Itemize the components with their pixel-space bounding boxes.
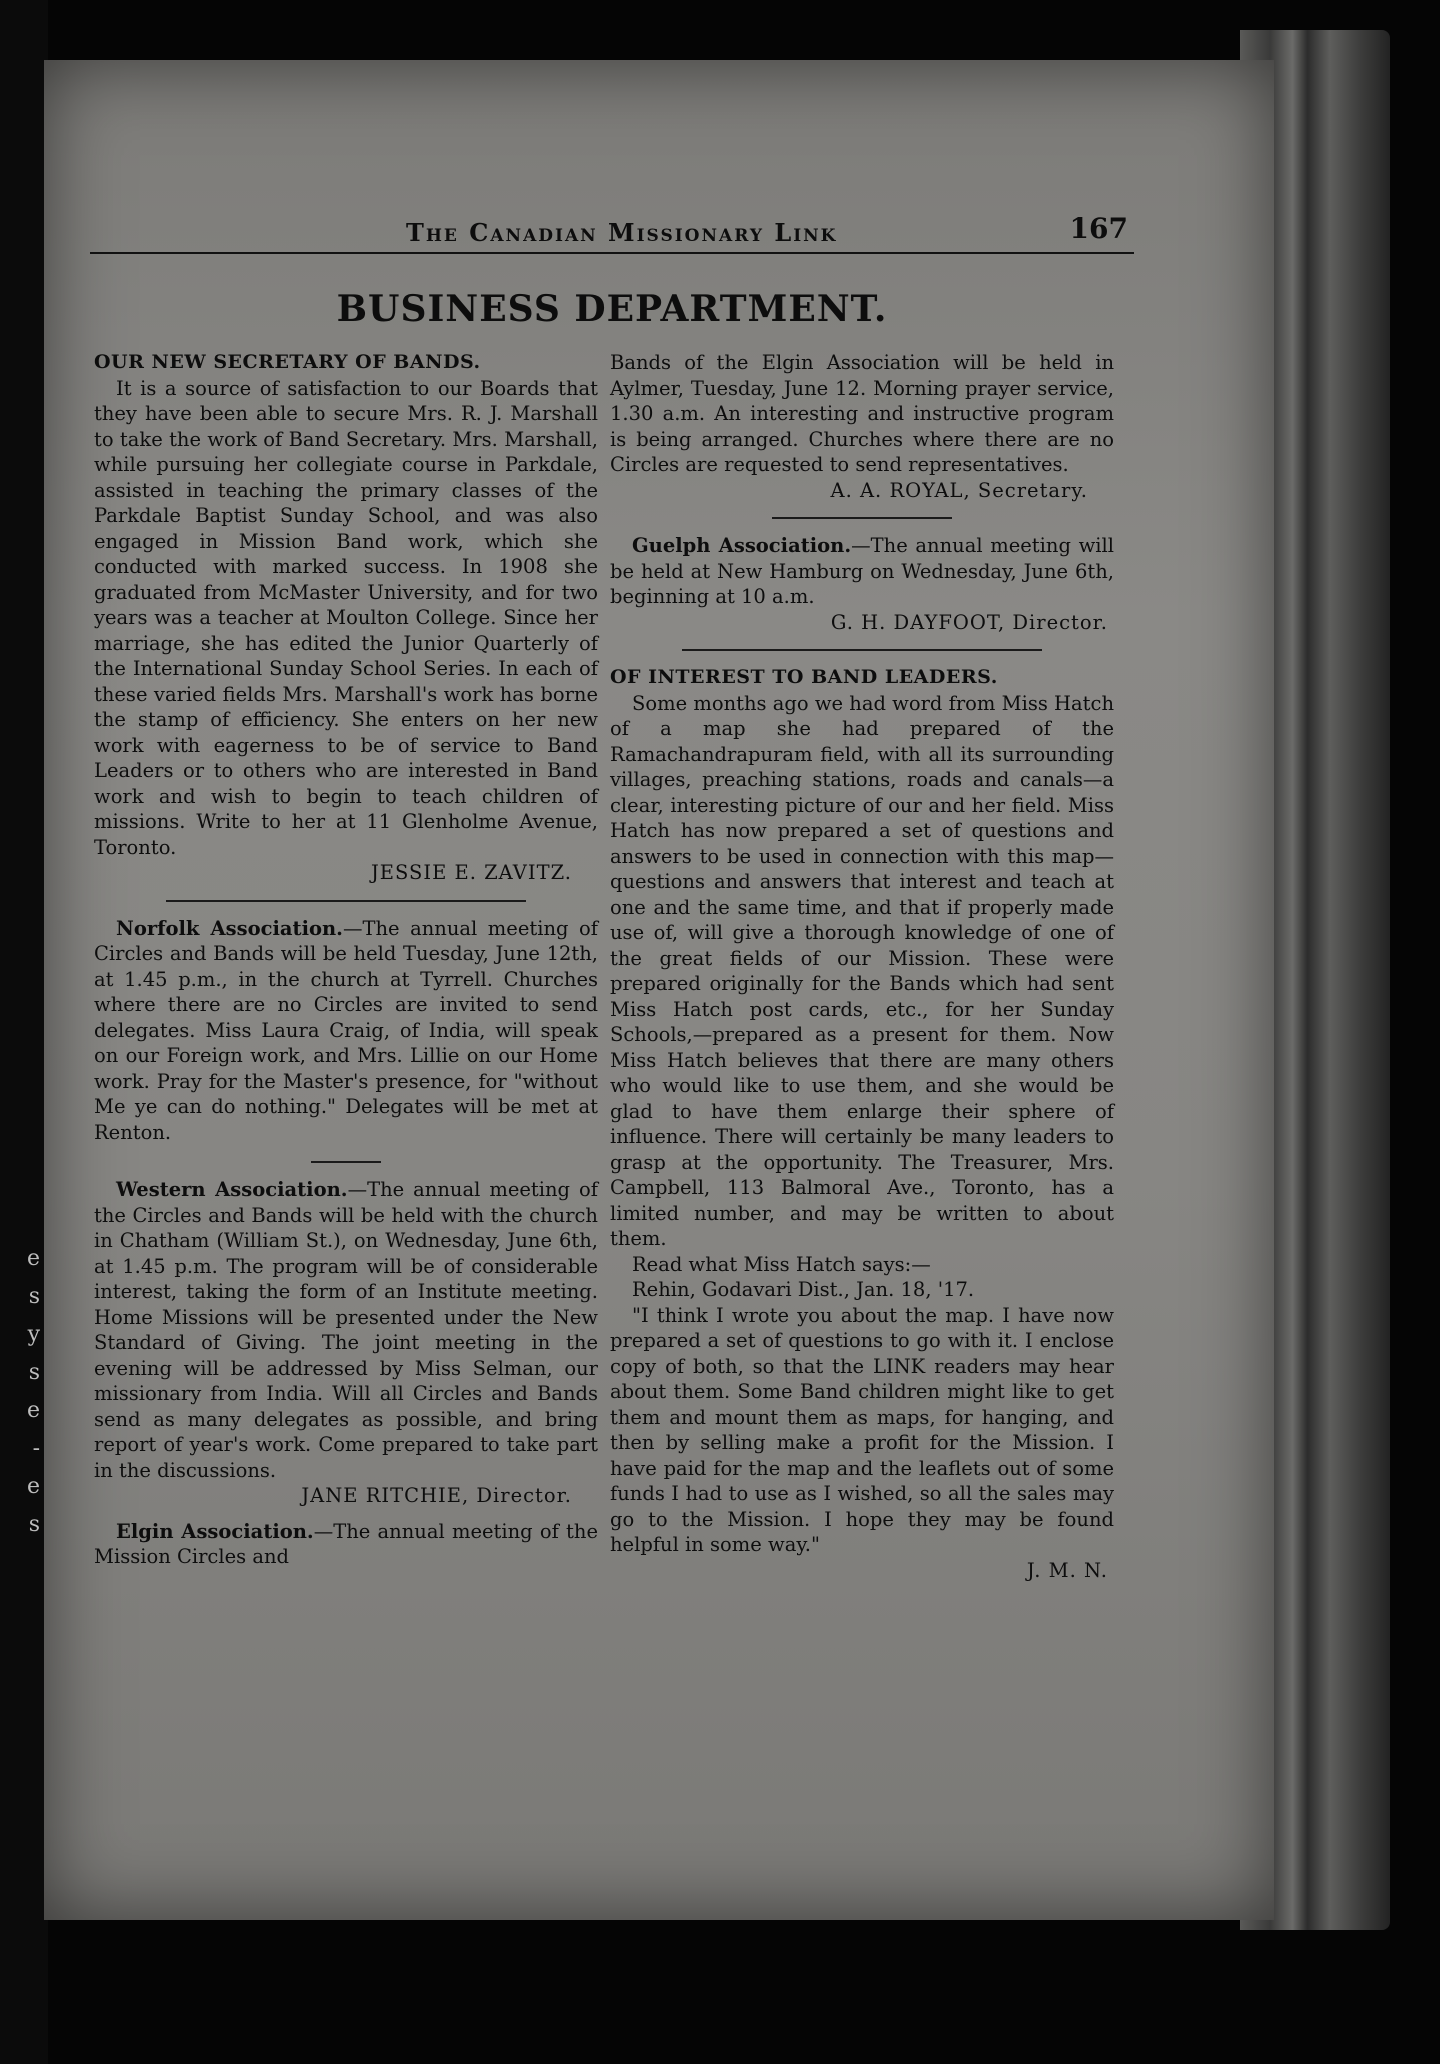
western-body: —The annual meeting of the Circles and Bands will be held with the church in Chatham (William St.), on Wednesday, June 6th, at 1.45 p.m. The program will be of considerable interest, taking the form of an Institute meeting. Home Missions will be presented under the New Standard of Giving. The joint meeting in the evening will be addressed by Miss Selman, our missionary from India. Will all Circles and Bands send as many delegates as possible, and bring report of year's work. Come prepared to take part in the discussions. — [94, 1178, 598, 1482]
western-signature: JANE RITCHIE, Director. — [301, 1484, 572, 1507]
letter-dateline: Rehin, Godavari Dist., Jan. 18, '17. — [632, 1278, 975, 1301]
guelph-notice — [610, 533, 1114, 610]
read-line: Read what Miss Hatch says:— — [632, 1252, 931, 1276]
letter-signature: J. M. N. — [1026, 1558, 1108, 1582]
elgin-notice-start — [94, 1519, 598, 1570]
secretary-article-body: It is a source of satisfaction to our Boards that they have been able to secure Mrs. R. J. Marshall to take the work of Band Secretary. Mrs. Marshall, while pursuing her collegiate course in Parkdale, assisted in teaching the primary classes of the Parkdale Baptist Sunday School, and was also engaged in Mission Band work, which she conducted with marked success. In 1908 she graduated from McMaster University, and for two years was a teacher at Moulton College. Since her marriage, she has edited the Junior Quarterly of the International Sunday School Series. In each of these varied fields Mrs. Marshall's work has borne the stamp of efficiency. She enters on her new work with eagerness to be of service to Band Leaders or to others who are interested in Band work and wish to begin to teach children of missions. Write to her at 11 Glenholme Avenue, Toronto. — [94, 376, 598, 859]
western-notice — [94, 1177, 598, 1483]
short-divider — [311, 1161, 381, 1163]
right-column — [610, 350, 1114, 1583]
margin-mark: e — [26, 1246, 40, 1271]
guelph-body: —The annual meeting will be held at New Hamburg on Wednesday, June 6th, beginning at 10 a.m. — [610, 534, 1114, 608]
section-divider — [682, 649, 1042, 651]
band-leaders-heading: OF INTEREST TO BAND LEADERS. — [610, 666, 998, 688]
margin-mark: s — [28, 1284, 40, 1309]
band-leaders-body: Some months ago we had word from Miss Hatch of a map she had prepared of the Ramachandrapuram field, with all its surrounding villages, preaching stations, roads and canals—a clear, interesting picture of our and her field. Miss Hatch has now prepared a set of questions and answers to be used in connection with this map—questions and answers that interest and teach at one and the same time, and that if properly made use of, will give a thorough knowledge of one of the great fields of our Mission. These were prepared originally for the Bands which had sent Miss Hatch post cards, etc., for her Sunday Schools,—prepared as a present for them. Now Miss Hatch believes that there are many others who would like to use them, and she would be glad to have them enlarge their sphere of influence. There will certainly be many leaders to grasp at the opportunity. The Treasurer, Mrs. Campbell, 113 Balmoral Ave., Toronto, has a limited number, and may be written to about them. — [610, 691, 1114, 1250]
secretary-signature: JESSIE E. ZAVITZ. — [370, 861, 572, 884]
letter-body: "I think I wrote you about the map. I have now prepared a set of questions to go with it. I enclose copy of both, so that the LINK readers may hear about them. Some Band children might like to get them and mount them as maps, for hanging, and then by selling make a profit for the Mission. I have paid for the map and the leaflets out of some funds I had to use as I wished, so all the sales may go to the Mission. I hope they may be found helpful in some way." — [610, 1303, 1114, 1556]
norfolk-body: —The annual meeting of Circles and Bands will be held Tuesday, June 12th, at 1.45 p.m., in the church at Tyrrell. Churches where there are no Circles are invited to send delegates. Miss Laura Craig, of India, will speak on our Foreign work, and Mrs. Lillie on our Home work. Pray for the Master's presence, for "without Me ye can do nothing." Delegates will be met at Renton. — [94, 916, 598, 1144]
elgin-body-start: —The annual meeting of the Mission Circles and — [94, 1519, 598, 1568]
page-number: 167 — [1069, 212, 1128, 245]
elgin-label: Elgin Association. — [116, 1519, 314, 1543]
margin-marks — [0, 1240, 40, 1800]
guelph-signature: G. H. DAYFOOT, Director. — [830, 610, 1108, 634]
running-title: The Canadian Missionary Link — [406, 218, 838, 247]
elgin-body-continued: Bands of the Elgin Association will be held in Aylmer, Tuesday, June 12. Morning prayer service, 1.30 a.m. An interesting and instructive program is being arranged. Churches where there are no Circles are requested to send representatives. — [610, 351, 1114, 476]
secretary-heading: OUR NEW SECRETARY OF BANDS. — [94, 351, 481, 373]
elgin-signature: A. A. ROYAL, Secretary. — [830, 478, 1088, 502]
margin-mark: e — [26, 1474, 40, 1499]
western-label: Western Association. — [116, 1178, 348, 1201]
margin-mark: y — [27, 1322, 40, 1347]
page-header — [90, 212, 1134, 254]
norfolk-label: Norfolk Association. — [116, 916, 343, 940]
norfolk-notice — [94, 916, 598, 1146]
margin-mark: s — [28, 1512, 40, 1537]
guelph-label: Guelph Association. — [632, 534, 852, 557]
department-title: BUSINESS DEPARTMENT. — [336, 288, 888, 330]
magazine-page — [44, 60, 1274, 1920]
left-column — [94, 350, 598, 1570]
section-divider — [166, 900, 526, 902]
margin-mark: e — [26, 1398, 40, 1423]
short-divider — [772, 517, 952, 519]
margin-mark: - — [32, 1436, 40, 1461]
margin-mark: s — [28, 1360, 40, 1385]
